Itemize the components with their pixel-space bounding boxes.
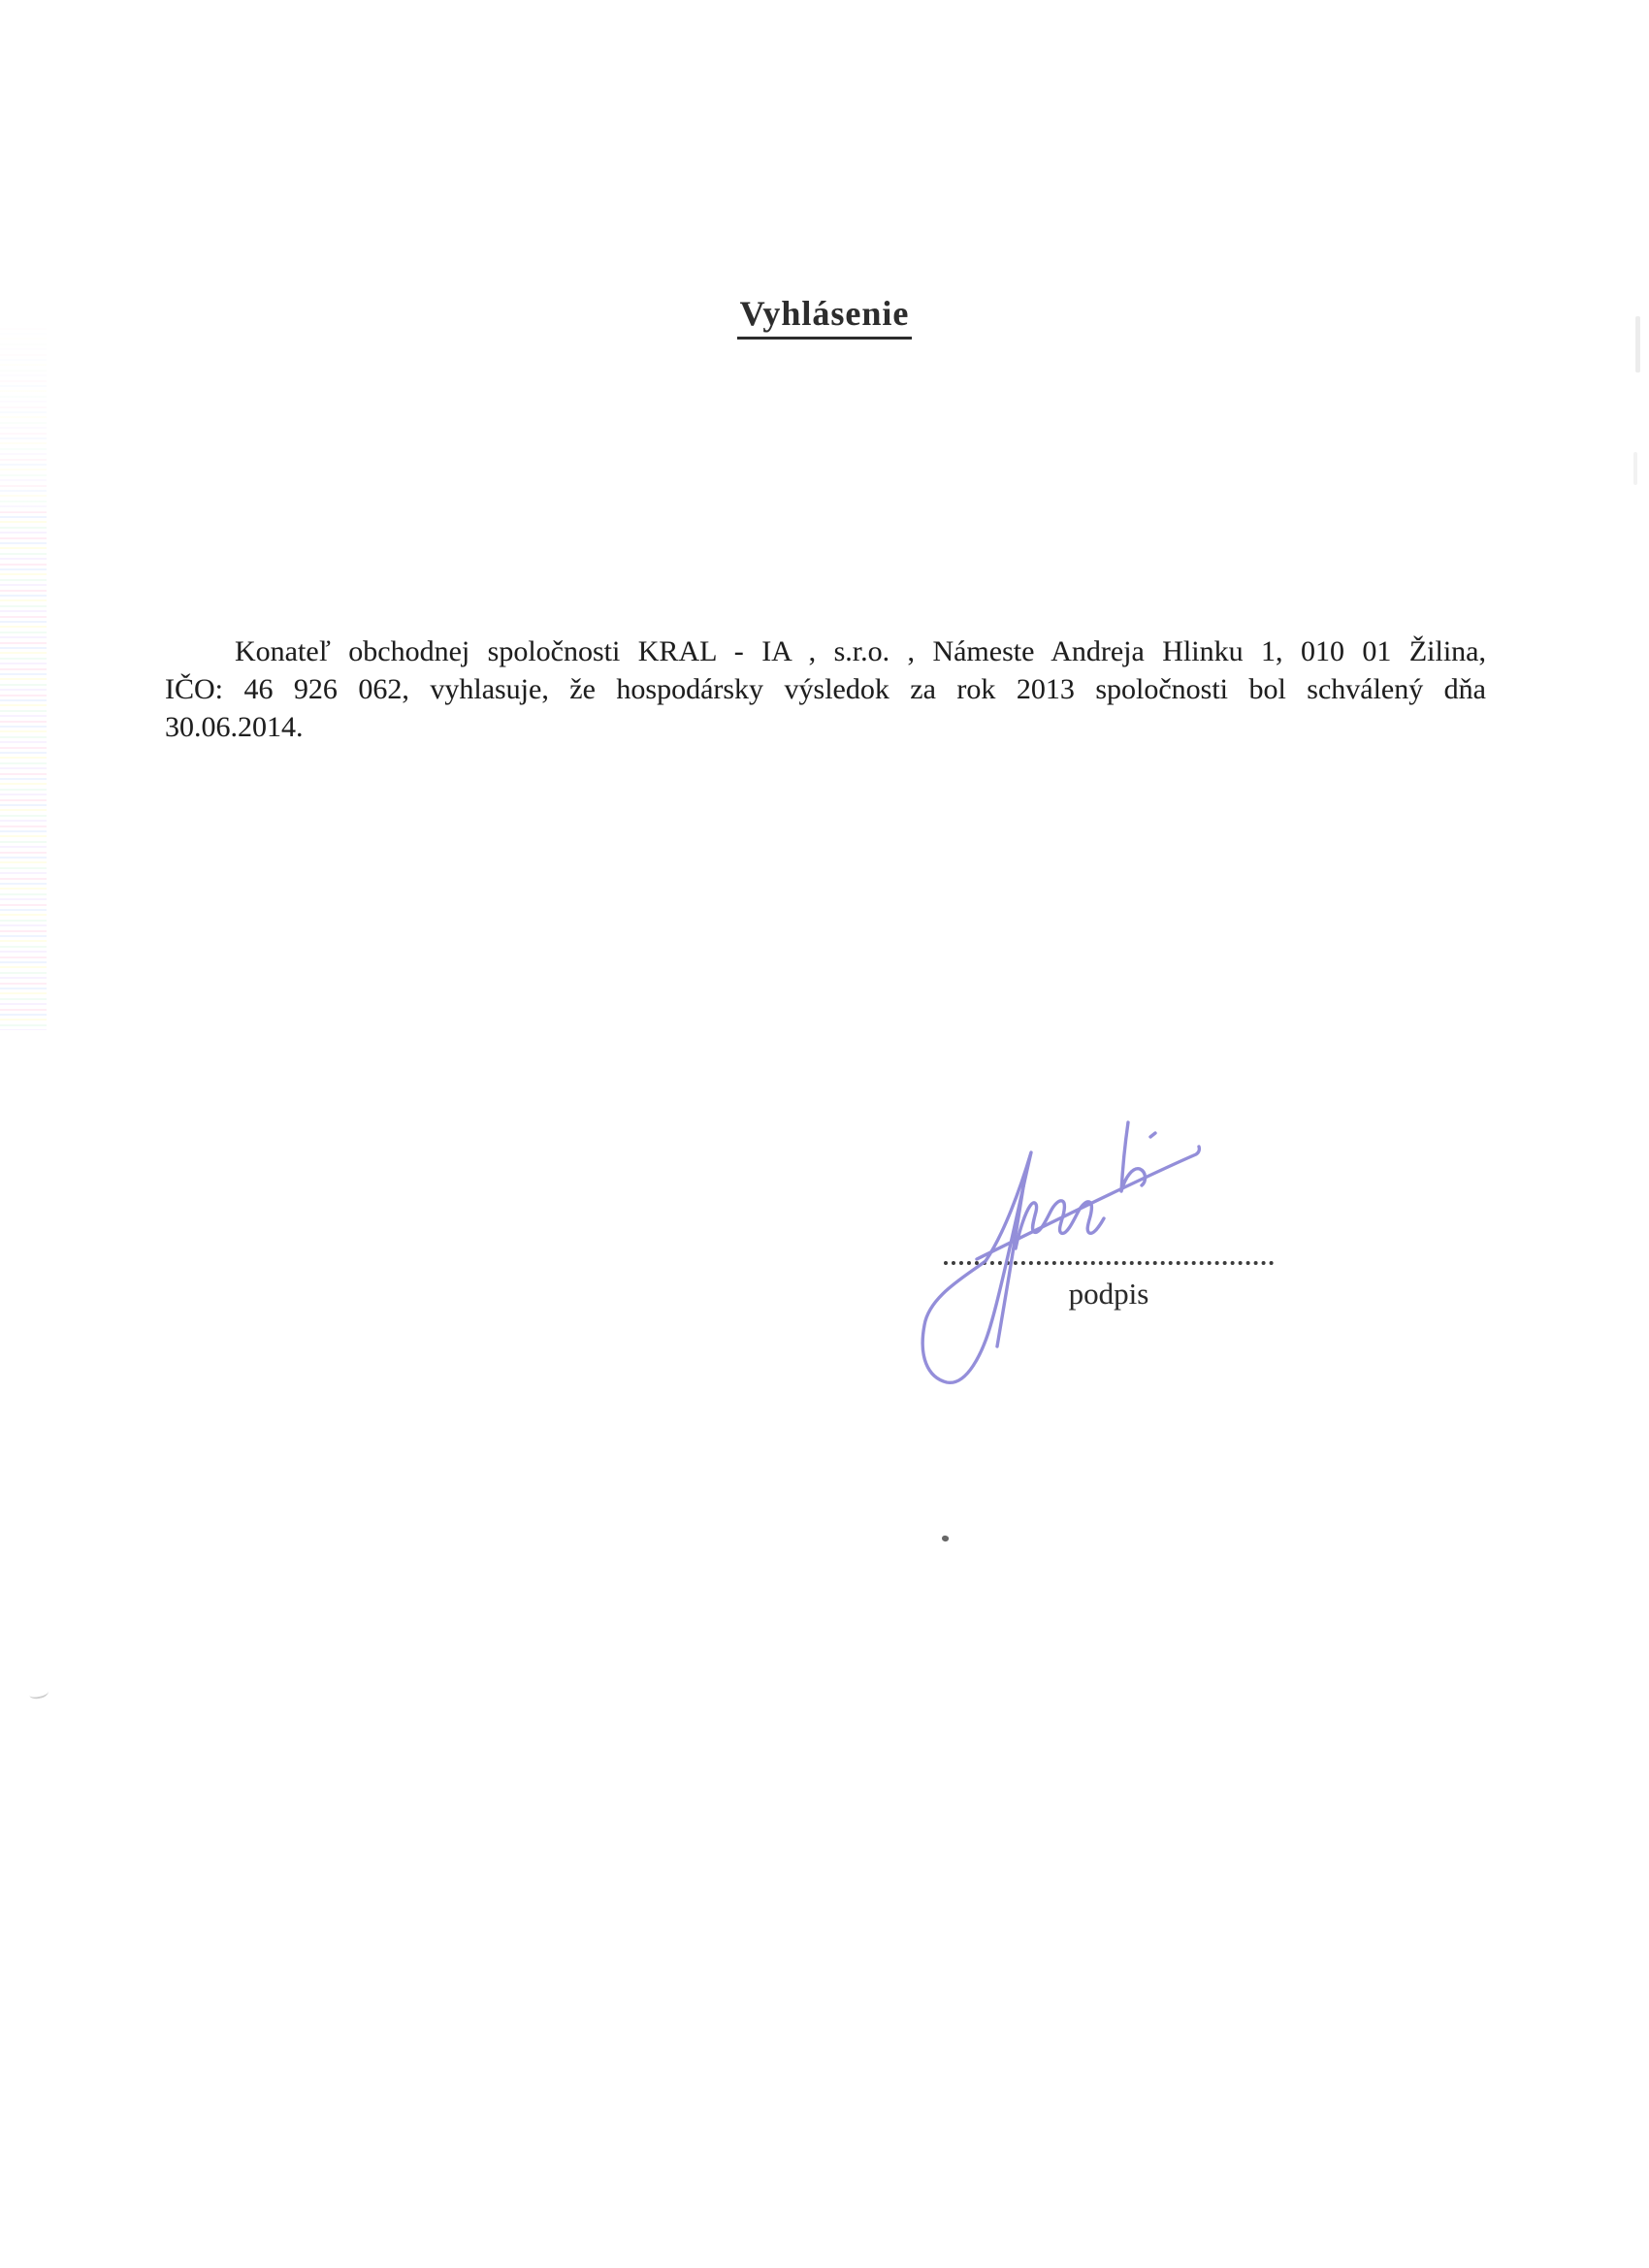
paragraph-line-2: IČO: 46 926 062, vyhlasuje, že hospodársky výsledok za rok 2013 spoločnosti bol schválený dňa [165, 673, 1486, 705]
signature-stroke-humps [1016, 1201, 1104, 1248]
signature-stroke-descender [997, 1169, 1026, 1346]
signature-stroke-loop [922, 1152, 1031, 1382]
signature-label: podpis [1068, 1277, 1149, 1311]
document-title: Vyhlásenie [737, 293, 913, 340]
scan-smudge-right-2 [1633, 452, 1637, 485]
scan-smudge-right [1635, 316, 1640, 373]
signature-ink [902, 1106, 1232, 1407]
scan-squiggle-mark [28, 1686, 49, 1701]
signature-stroke-dot [1150, 1133, 1155, 1137]
scan-speck [941, 1535, 950, 1542]
paragraph-line-3: 30.06.2014. [165, 711, 304, 743]
title-row [0, 293, 1649, 340]
scanner-noise-fade [0, 328, 47, 512]
declaration-paragraph [165, 632, 1486, 746]
paragraph-line-1: Konateľ obchodnej spoločnosti KRAL - IA , s.r.o. , Námeste Andreja Hlinku 1, 010 01 Žilina, [235, 635, 1486, 667]
